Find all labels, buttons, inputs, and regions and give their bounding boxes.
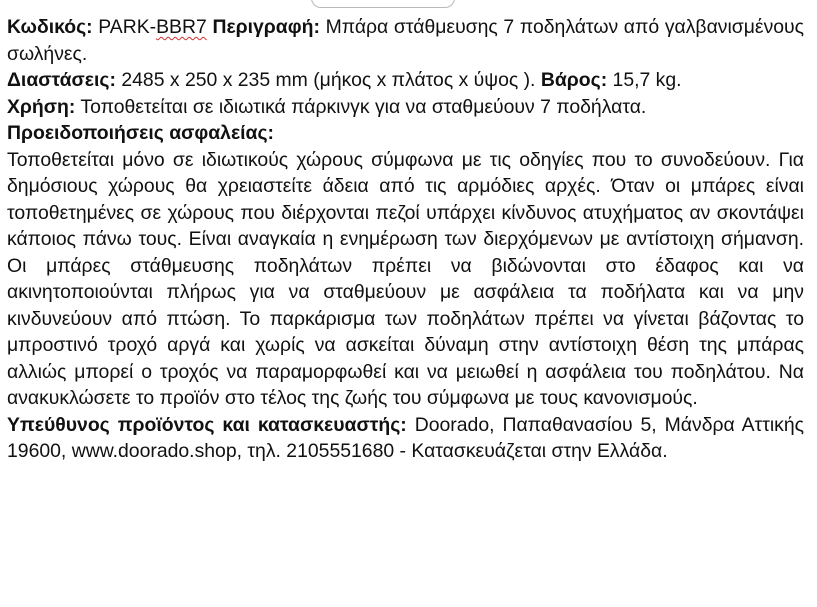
product-code: PARK-BBR7 <box>98 16 207 38</box>
safety-heading: Προειδοποιήσεις ασφαλείας: <box>7 122 275 144</box>
description-label: Περιγραφή: <box>212 16 320 38</box>
code-description-paragraph <box>7 14 804 67</box>
manufacturer-paragraph <box>7 412 804 465</box>
weight-label: Βάρος: <box>540 69 608 91</box>
description-text: Μπάρα στάθμευσης 7 ποδηλάτων από γαλβανισμένους σωλήνες. <box>7 16 805 65</box>
safety-heading-paragraph <box>7 120 804 147</box>
manufacturer-label: Υπεύθυνος προϊόντος και κατασκευαστής: <box>7 413 407 436</box>
floating-tab-hint[interactable] <box>311 0 455 8</box>
safety-text: Τοποθετείται μόνο σε ιδιωτικούς χώρους σύμφωνα με τις οδηγίες που το συνοδεύουν. Για δημόσιους χώρους θα χρειαστείτε άδεια από τις αρμόδιες αρχές. Όταν οι μπάρες είναι τοποθετημένες σε χώρους που διέρχονται πεζοί υπάρχει κίνδυνος ατυχήματος αν σκοντάψει κάποιος πάνω τους. Είναι αναγκαία η ενημέρωση των διερχόμενων με αντίστοιχη σήμανση. Οι μπάρες στάθμευσης ποδηλάτων πρέπει να βιδώνονται στο έδαφος και να ακινητοποιούνται πλήρως για να σταθμεύουν με ασφάλεια τα ποδήλατα και να μην κινδυνεύουν από πτώση. Το παρκάρισμα των ποδηλάτων πρέπει να γίνεται βάζοντας το μπροστινό τροχό αργά και χωρίς να ασκείται δύναμη στην αντίστοιχη θέση της μπάρας αλλιώς μπορεί ο τροχός να παραμορφωθεί και να μειωθεί η ασφάλεια του ποδηλάτου. Να ανακυκλώσετε το προϊόν στο τέλος της ζωής του σύμφωνα με τους κανονισμούς. <box>7 148 804 409</box>
dimensions-text: 2485 x 250 x 235 mm (μήκος x πλάτος x ύψος ). <box>121 69 536 91</box>
dimensions-paragraph <box>7 67 804 94</box>
usage-label: Χρήση: <box>7 95 76 118</box>
code-label: Κωδικός: <box>7 16 93 38</box>
product-document <box>7 14 804 465</box>
manufacturer-text: Doorado, Παπαθανασίου 5, Μάνδρα Αττικής 19600, www.doorado.shop, τηλ. 2105551680 - Κατασκευάζεται στην Ελλάδα. <box>7 413 805 462</box>
dimensions-label: Διαστάσεις: <box>7 69 116 91</box>
usage-paragraph <box>7 94 804 121</box>
usage-text: Τοποθετείται σε ιδιωτικά πάρκινγκ για να σταθμεύουν 7 ποδήλατα. <box>80 95 647 118</box>
weight-text: 15,7 kg. <box>612 69 682 91</box>
spellcheck-flagged-word: BBR7 <box>156 16 207 38</box>
